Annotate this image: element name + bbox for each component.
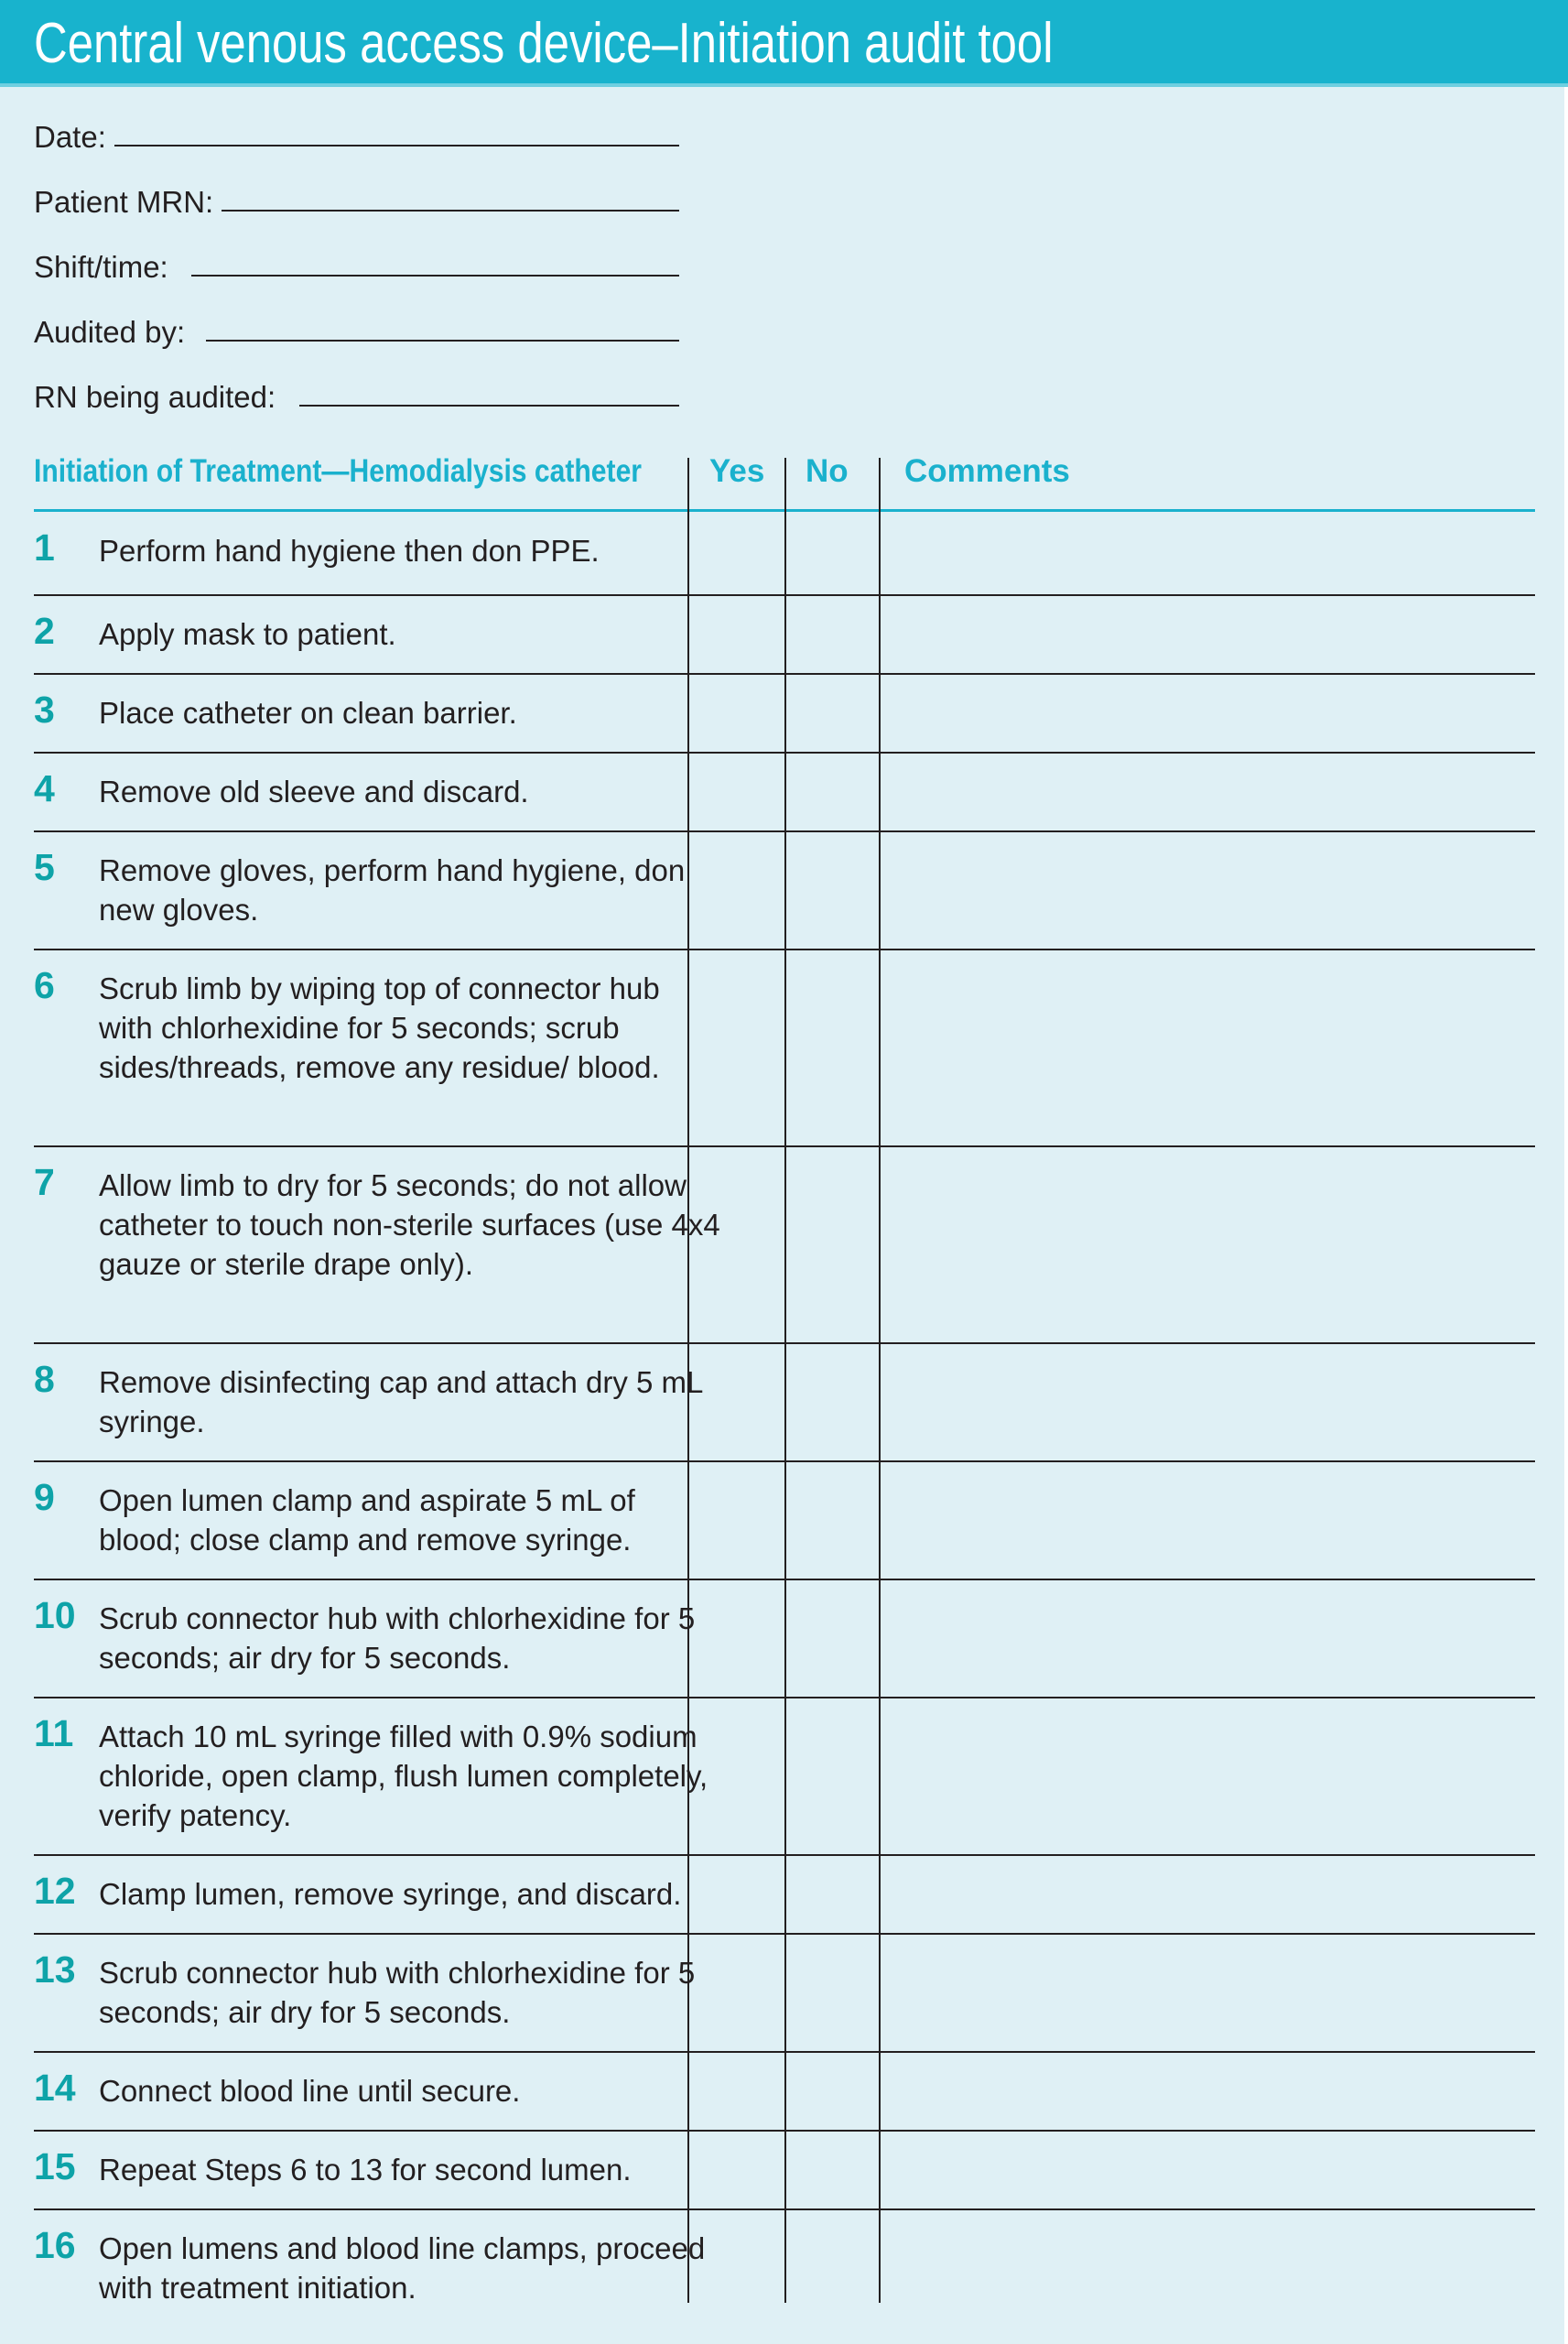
step-text: Perform hand hygiene then don PPE. [99, 534, 600, 568]
step-row-6[interactable] [34, 950, 1535, 1147]
step-number: 8 [34, 1358, 55, 1400]
step-text: Open lumen clamp and aspirate 5 mL of blood; close clamp and remove syringe. [99, 1483, 635, 1557]
step-text: Open lumens and blood line clamps, proceed with treatment initiation. [99, 2231, 706, 2305]
step-number: 6 [34, 964, 55, 1006]
column-header-yes: Yes [709, 453, 765, 489]
column-header-no: No [806, 453, 849, 489]
page-title: Central venous access device–Initiation audit tool [34, 12, 1054, 75]
date-label: Date: [34, 120, 106, 154]
shift-time-blank-line [191, 275, 679, 277]
step-number: 7 [34, 1161, 55, 1203]
step-text: Scrub connector hub with chlorhexidine for 5 seconds; air dry for 5 seconds. [99, 1956, 696, 2029]
patient-mrn-label: Patient MRN: [34, 185, 214, 219]
step-number: 12 [34, 1870, 76, 1912]
step-row-11[interactable] [34, 1698, 1535, 1856]
section-heading: Initiation of Treatment—Hemodialysis catheter [34, 453, 643, 489]
patient-mrn-field[interactable] [34, 175, 679, 221]
step-row-12[interactable] [34, 1856, 1535, 1935]
step-row-14[interactable] [34, 2053, 1535, 2132]
date-field[interactable] [34, 110, 679, 156]
step-row-4[interactable] [34, 754, 1535, 832]
step-text: Remove disinfecting cap and attach dry 5 mL syringe. [99, 1365, 703, 1438]
audited-by-blank-line [206, 340, 679, 342]
title-bar [0, 0, 1568, 87]
rn-being-audited-label: RN being audited: [34, 380, 276, 414]
step-row-5[interactable] [34, 832, 1535, 950]
step-number: 10 [34, 1594, 76, 1636]
step-number: 4 [34, 767, 55, 809]
rn-being-audited-blank-line [299, 405, 679, 407]
step-number: 3 [34, 689, 55, 731]
step-text: Remove gloves, perform hand hygiene, don new gloves. [99, 853, 686, 927]
step-number: 11 [34, 1712, 74, 1754]
step-text: Scrub connector hub with chlorhexidine for 5 seconds; air dry for 5 seconds. [99, 1601, 696, 1675]
step-row-7[interactable] [34, 1147, 1535, 1344]
shift-time-field[interactable] [34, 240, 679, 286]
step-row-2[interactable] [34, 596, 1535, 675]
step-text: Connect blood line until secure. [99, 2074, 521, 2108]
step-number: 9 [34, 1476, 55, 1518]
step-row-1[interactable] [34, 513, 1535, 596]
step-text: Remove old sleeve and discard. [99, 775, 529, 808]
step-number: 5 [34, 846, 55, 888]
step-text: Place catheter on clean barrier. [99, 696, 517, 730]
step-row-8[interactable] [34, 1344, 1535, 1462]
audited-by-label: Audited by: [34, 315, 186, 349]
audited-by-field[interactable] [34, 305, 679, 351]
step-row-13[interactable] [34, 1935, 1535, 2053]
step-row-10[interactable] [34, 1580, 1535, 1698]
step-text: Apply mask to patient. [99, 617, 396, 651]
step-row-15[interactable] [34, 2132, 1535, 2210]
step-number: 15 [34, 2145, 76, 2187]
step-text: Scrub limb by wiping top of connector hub with chlorhexidine for 5 seconds; scrub sides/threads, remove any residue/ blood. [99, 971, 660, 1084]
step-text: Attach 10 mL syringe filled with 0.9% sodium chloride, open clamp, flush lumen completely, verify patency. [99, 1720, 708, 1832]
date-blank-line [114, 145, 679, 146]
patient-mrn-blank-line [222, 210, 679, 212]
column-header-comments: Comments [904, 453, 1070, 489]
shift-time-label: Shift/time: [34, 250, 168, 284]
step-text: Clamp lumen, remove syringe, and discard. [99, 1877, 682, 1911]
rn-being-audited-field[interactable] [34, 370, 679, 416]
step-row-16[interactable] [34, 2210, 1535, 2303]
step-number: 1 [34, 526, 55, 569]
step-number: 13 [34, 1948, 76, 1991]
step-row-3[interactable] [34, 675, 1535, 754]
step-text: Allow limb to dry for 5 seconds; do not allow catheter to touch non-sterile surfaces (use 4x4 gauze or sterile drape only). [99, 1168, 720, 1281]
step-text: Repeat Steps 6 to 13 for second lumen. [99, 2153, 632, 2187]
step-number: 16 [34, 2224, 76, 2266]
step-number: 14 [34, 2067, 76, 2109]
step-number: 2 [34, 610, 55, 652]
step-row-9[interactable] [34, 1462, 1535, 1580]
